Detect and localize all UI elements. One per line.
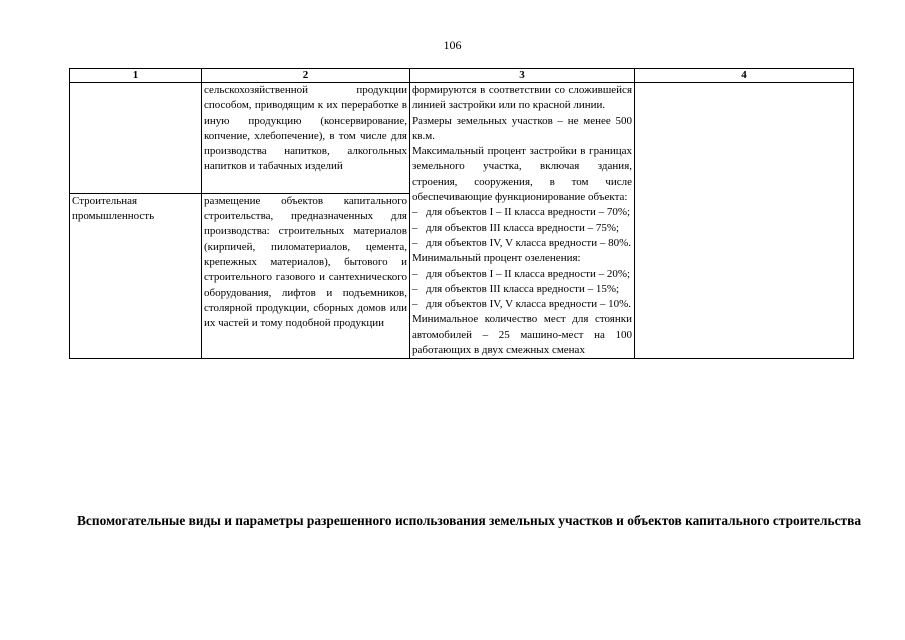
parameter-text: Минимальное количество мест для стоянки автомобилей – 25 машино-мест на 100 работающих в двух смежных сменах [412, 313, 632, 357]
list-item-text: для объектов IV, V класса вредности – 80%. [426, 236, 632, 249]
dash-bullet: – [412, 236, 418, 249]
list-item [412, 297, 632, 312]
dash-bullet: – [412, 221, 418, 234]
list-item-text: для объектов IV, V класса вредности – 10%. [426, 298, 632, 311]
dash-bullet: – [412, 267, 418, 280]
use-description-text: сельскохозяйственной продукции способом, приводящим к их переработке в иную продукцию (консервирование, копчение, хлебопечение), в том числе для производства напитков, алкогольных напитков и табачных изделий [204, 84, 407, 173]
column-header: 2 [202, 69, 410, 83]
use-description-text: размещение объектов капитального строительства, предназначенных для производства: строительных материалов (кирпичей, пиломатериалов, цемента, крепежных материалов), бытового и строительного газового и сантехнического оборудования, лифтов и подъемников, столярной продукции, сборных домов или их частей и тому подобной продукции [204, 194, 407, 330]
regulations-table [69, 68, 854, 359]
column-header: 4 [635, 69, 854, 83]
page-number: 106 [443, 38, 462, 52]
list-item-text: для объектов III класса вредности – 15%; [426, 282, 620, 295]
list-item [412, 205, 632, 220]
list-item [412, 267, 632, 282]
use-type-cell-empty [70, 83, 202, 194]
dash-bullet: – [412, 298, 418, 311]
list-item-text: для объектов I – II класса вредности – 20%; [426, 267, 631, 280]
column-header: 1 [70, 69, 202, 83]
notes-cell [635, 83, 854, 359]
parameter-text: Максимальный процент застройки в границах земельного участка, включая здания, строения, сооружения, в том числе обеспечивающие функционирование объекта: [412, 145, 632, 204]
use-description-cell [202, 193, 410, 359]
list-item [412, 236, 632, 251]
parameter-text: формируются в соответствии со сложившейся линией застройки или по красной линии. [412, 84, 632, 112]
parameters-cell [410, 83, 635, 359]
use-description-cell [202, 83, 410, 194]
header-row [70, 69, 854, 83]
column-header: 3 [410, 69, 635, 83]
dash-bullet: – [412, 282, 418, 295]
parameter-text: Минимальный процент озеленения: [412, 252, 581, 265]
list-item-text: для объектов III класса вредности – 75%; [426, 221, 620, 234]
section-heading: Вспомогательные виды и параметры разрешенного использования земельных участков и объектов капитального строительства [77, 513, 862, 528]
list-item-text: для объектов I – II класса вредности – 70%; [426, 206, 631, 219]
use-type-text: Строительная промышленность [72, 194, 155, 223]
table-row [70, 83, 854, 194]
dash-bullet: – [412, 206, 418, 219]
parameter-text: Размеры земельных участков – не менее 500 кв.м. [412, 114, 632, 142]
list-item [412, 282, 632, 297]
use-type-cell [70, 193, 202, 359]
list-item [412, 221, 632, 236]
